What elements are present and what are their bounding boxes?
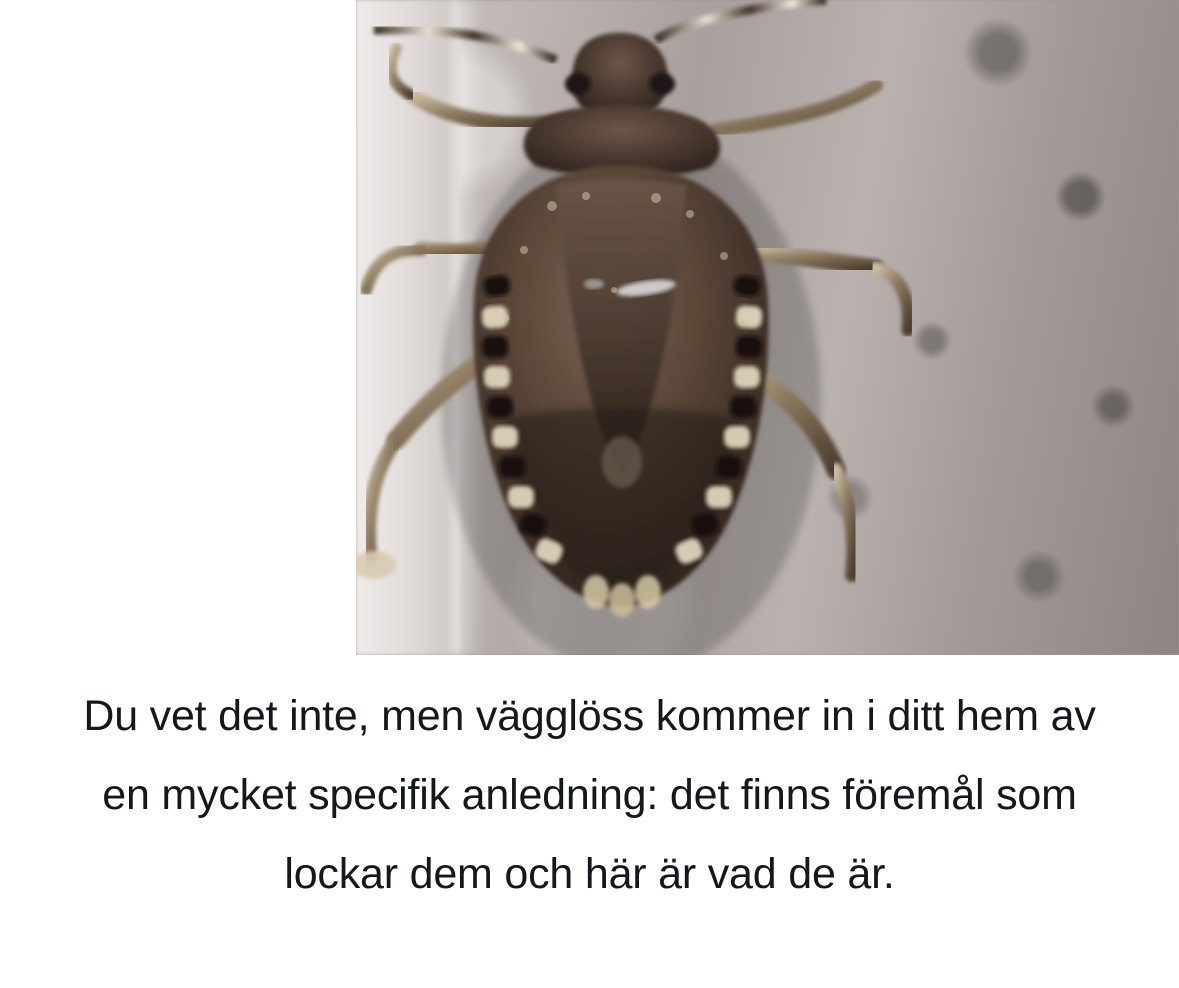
stink-bug-illustration [356,0,1179,655]
caption-text: Du vet det inte, men vägglöss kommer in i ditt hem av en mycket specifik anledning: det finns föremål som lockar dem och här är vad de är. [83,692,1096,898]
stink-bug-photo [356,0,1179,655]
caption-block [0,655,1179,988]
